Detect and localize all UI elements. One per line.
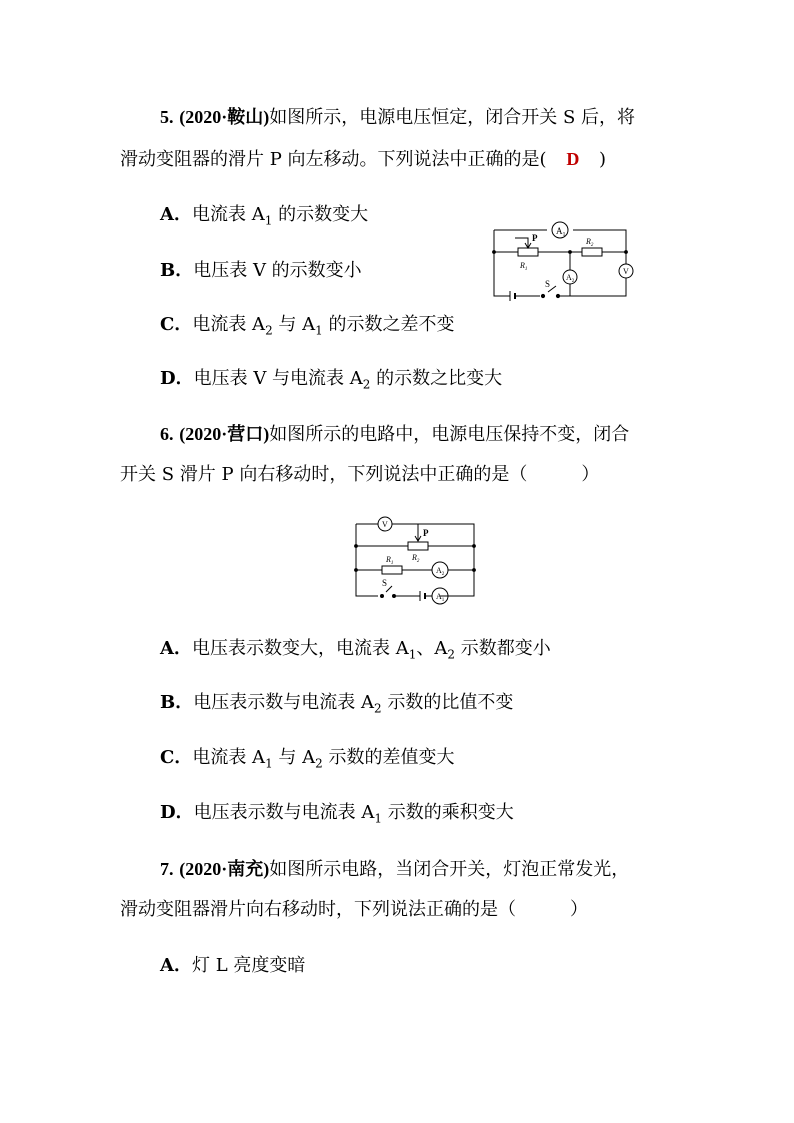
option-sub: 1 [374, 811, 382, 826]
option-text-mid: 、A [416, 638, 448, 659]
option-text-post: 示数的比值不变 [381, 692, 514, 713]
option-text-post: 的示数之差不变 [322, 314, 455, 335]
q7-source: (2020·南充) [179, 859, 270, 879]
q5-circuit-diagram [490, 214, 640, 300]
q6-option-d[interactable] [160, 800, 514, 826]
option-text-post: 示数的差值变大 [322, 747, 455, 768]
option-text: 电流表 A [191, 204, 265, 225]
r1-label: $R_1$ [520, 261, 528, 272]
option-sub2: 1 [315, 323, 323, 338]
option-sub: 2 [265, 323, 273, 338]
q5-option-b[interactable] [160, 258, 362, 284]
q7-stem-text1: 如图所示电路，当闭合开关，灯泡正常发光， [269, 859, 630, 880]
meter-a2-label: $A_2$ [566, 273, 575, 284]
option-sub: 1 [265, 756, 273, 771]
option-text-post: 示数都变小 [454, 638, 551, 659]
meter-v-label: V [623, 267, 629, 276]
r2-label: $R_2$ [412, 553, 420, 564]
option-text-post: 的示数变大 [272, 204, 369, 225]
q6-stem-line2 [120, 462, 599, 488]
option-label: C． [160, 314, 193, 335]
q6-option-b[interactable] [160, 690, 513, 716]
q5-stem-line2 [120, 146, 606, 173]
r2-label: $R_2$ [586, 237, 594, 248]
meter-a1-label: $A_1$ [556, 226, 566, 238]
option-text: 电压表 V 的示数变小 [193, 260, 362, 281]
option-text: 电压表示数与电流表 A [193, 692, 374, 713]
option-text: 电压表示数变大，电流表 A [191, 638, 409, 659]
q5-stem-text2: 滑动变阻器的滑片 P 向左移动。下列说法中正确的是( [120, 149, 547, 170]
option-sub: 1 [408, 647, 417, 662]
q6-stem-line1 [160, 421, 629, 448]
q5-source: (2020·鞍山) [179, 107, 270, 127]
option-label: D． [160, 802, 194, 823]
q5-option-c[interactable] [160, 312, 455, 338]
option-label: A． [160, 638, 192, 659]
option-text: 电压表 V 与电流表 A [193, 368, 363, 389]
q6-number: 6. [160, 424, 174, 444]
q5-stem-text1: 如图所示，电源电压恒定，闭合开关 S 后，将 [269, 107, 636, 128]
option-label: B． [160, 260, 194, 281]
q6-stem-text2: 开关 S 滑片 P 向右移动时，下列说法中正确的是（ ） [120, 464, 600, 485]
q5-stem-line1 [160, 104, 635, 131]
q6-option-a[interactable] [160, 636, 551, 662]
q7-stem-text2: 滑动变阻器滑片向右移动时，下列说法正确的是（ ） [120, 899, 588, 920]
r1-label: $R_1$ [386, 555, 394, 566]
q5-stem-close: ) [599, 149, 607, 170]
q6-option-c[interactable] [160, 745, 455, 771]
option-label: A． [160, 204, 192, 225]
q5-option-a[interactable] [160, 202, 368, 228]
meter-v-label: V [382, 520, 388, 529]
q5-answer: D [566, 149, 580, 169]
switch-label: S [545, 279, 551, 289]
option-sub: 1 [264, 213, 273, 228]
q6-source: (2020·营口) [179, 424, 270, 444]
option-text: 电流表 A [192, 747, 266, 768]
option-sub: 2 [373, 701, 382, 716]
slider-label: P [532, 233, 538, 243]
option-label: A． [160, 955, 192, 976]
option-sub2: 2 [315, 756, 323, 771]
option-text-mid: 与 A [272, 747, 316, 768]
option-text: 电流表 A [192, 314, 266, 335]
q7-option-a[interactable] [160, 953, 305, 979]
option-sub2: 2 [447, 647, 455, 662]
q7-number: 7. [160, 859, 174, 879]
q7-stem-line2 [120, 897, 588, 923]
option-label: B． [160, 692, 194, 713]
option-text-post: 示数的乘积变大 [381, 802, 514, 823]
switch-label: S [382, 578, 388, 588]
option-text-post: 的示数之比变大 [370, 368, 503, 389]
slider-label: P [423, 528, 429, 538]
q5-option-d[interactable] [160, 366, 502, 392]
option-label: D． [160, 368, 194, 389]
q7-stem-line1 [160, 856, 629, 883]
option-label: C． [160, 747, 193, 768]
meter-a1-label: $A_1$ [436, 592, 445, 603]
option-text: 电压表示数与电流表 A [193, 802, 375, 823]
option-sub: 2 [362, 377, 371, 392]
q5-number: 5. [160, 107, 174, 127]
option-text-mid: 与 A [272, 314, 316, 335]
option-text: 灯 L 亮度变暗 [191, 955, 306, 976]
q6-circuit-diagram [352, 514, 478, 606]
meter-a2-label: $A_2$ [436, 566, 445, 577]
q6-stem-text1: 如图所示的电路中，电源电压保持不变，闭合 [269, 424, 630, 445]
